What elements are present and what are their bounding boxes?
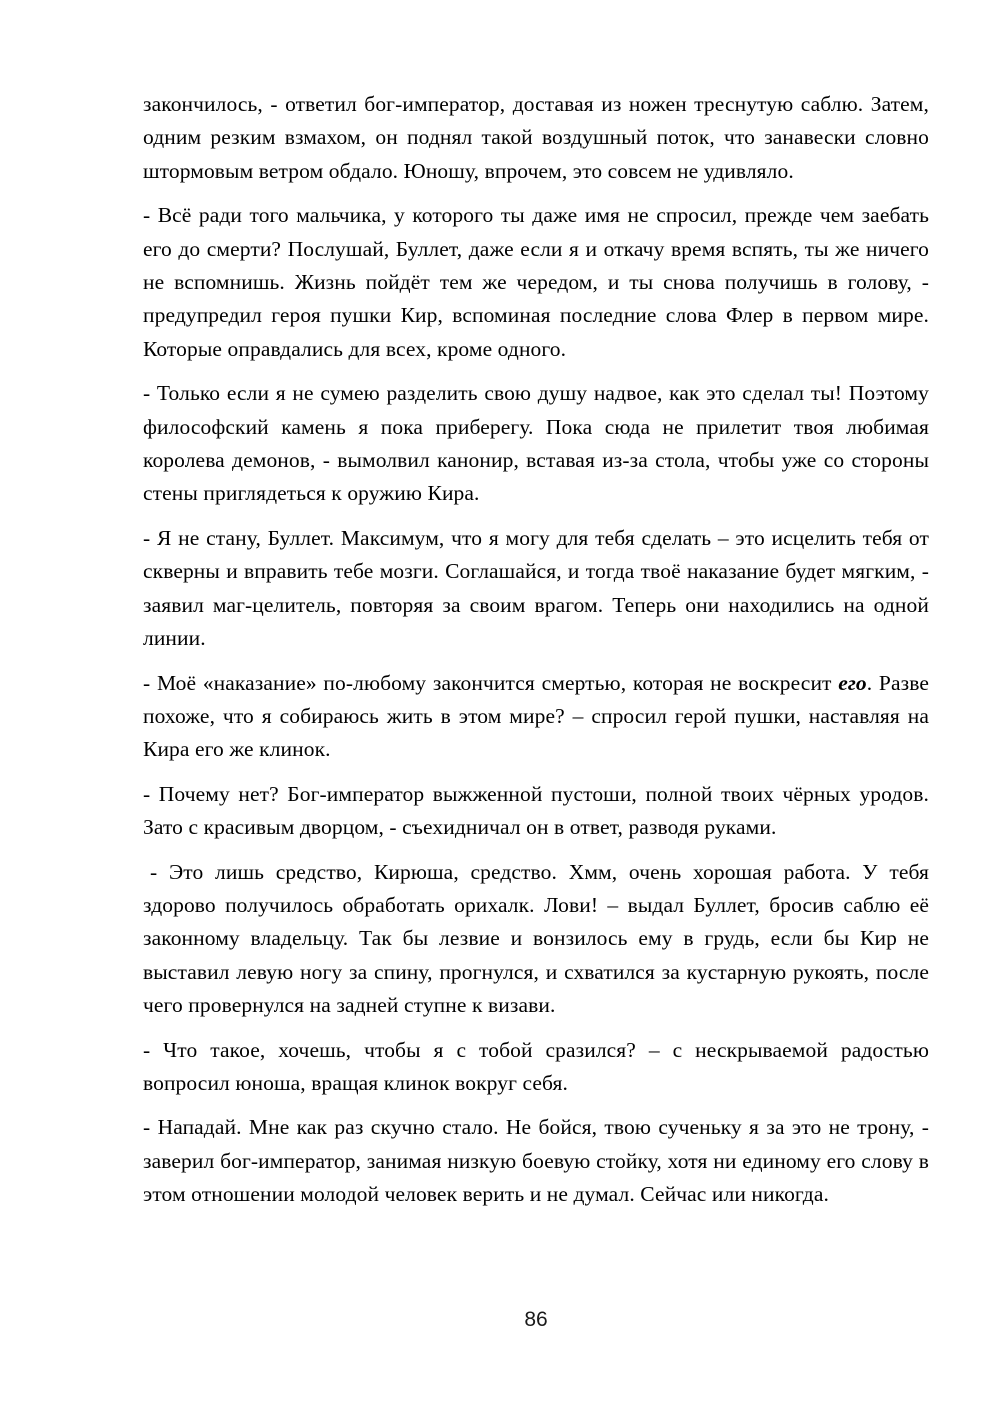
text-run: . Разве похоже, что я собираюсь жить в этом мире? – спросил герой пушки, наставляя на Кира его же клинок.	[143, 670, 929, 762]
text-run: закончилось, - ответил бог-император, доставая из ножен треснутую саблю. Затем, одним резким взмахом, он поднял такой воздушный поток, что занавески словно штормовым ветром обдало. Юношу, впрочем, это совсем не удивляло.	[143, 92, 929, 183]
paragraph	[143, 88, 929, 188]
paragraph	[143, 778, 929, 845]
paragraph	[143, 522, 929, 656]
text-run: - Почему нет? Бог-император выжженной пустоши, полной твоих чёрных уродов. Зато с красивым дворцом, - съехидничал он в ответ, разводя руками.	[143, 781, 929, 840]
paragraph	[143, 199, 929, 366]
text-run: - Я не стану, Буллет. Максимум, что я могу для тебя сделать – это исцелить тебя от скверны и вправить тебе мозги. Соглашайся, и тогда твоё наказание будет мягким, - заявил маг-целитель, повторяя за своим врагом. Теперь они находились на одной линии.	[143, 525, 929, 651]
paragraph	[143, 1034, 929, 1101]
text-run: - Что такое, хочешь, чтобы я с тобой сразился? – с нескрываемой радостью вопросил юноша, вращая клинок вокруг себя.	[143, 1037, 929, 1095]
paragraph	[143, 667, 929, 767]
paragraph	[143, 856, 929, 1023]
text-run: - Это лишь средство, Кирюша, средство. Хмм, очень хорошая работа. У тебя здорово получилось обработать орихалк. Лови! – выдал Буллет, бросив саблю её законному владельцу. Так бы лезвие и вонзилось ему в грудь, если бы Кир не выставил левую ногу за спину, прогнулся, и схватился за кустарную рукоять, после чего провернулся на задней ступне к визави.	[143, 859, 929, 1018]
text-run: - Нападай. Мне как раз скучно стало. Не бойся, твою сученьку я за это не трону, - заверил бог-император, занимая низкую боевую стойку, хотя ни единому его слову в этом отношении молодой человек верить и не думал. Сейчас или никогда.	[143, 1115, 929, 1207]
text-run: - Только если я не сумею разделить свою душу надвое, как это сделал ты! Поэтому философский камень я пока приберегу. Пока сюда не прилетит твоя любимая королева демонов, - вымолвил канонир, вставая из-за стола, чтобы уже со стороны стены приглядеться к оружию Кира.	[143, 381, 929, 506]
text-run: - Моё «наказание» по-любому закончится смертью, которая не воскресит	[143, 670, 839, 695]
page-number: 86	[524, 1308, 548, 1331]
paragraph	[143, 377, 929, 511]
text-run: - Всё ради того мальчика, у которого ты даже имя не спросил, прежде чем заебать его до смерти? Послушай, Буллет, даже если я и откачу время вспять, ты же ничего не вспомнишь. Жизнь пойдёт тем же чередом, и ты снова получишь в голову, - предупредил героя пушки Кир, вспоминая последние слова Флер в первом мире. Которые оправдались для всех, кроме одного.	[143, 203, 929, 361]
emphasis-text: его	[838, 670, 867, 695]
text-column	[143, 88, 929, 1223]
paragraph	[143, 1111, 929, 1211]
